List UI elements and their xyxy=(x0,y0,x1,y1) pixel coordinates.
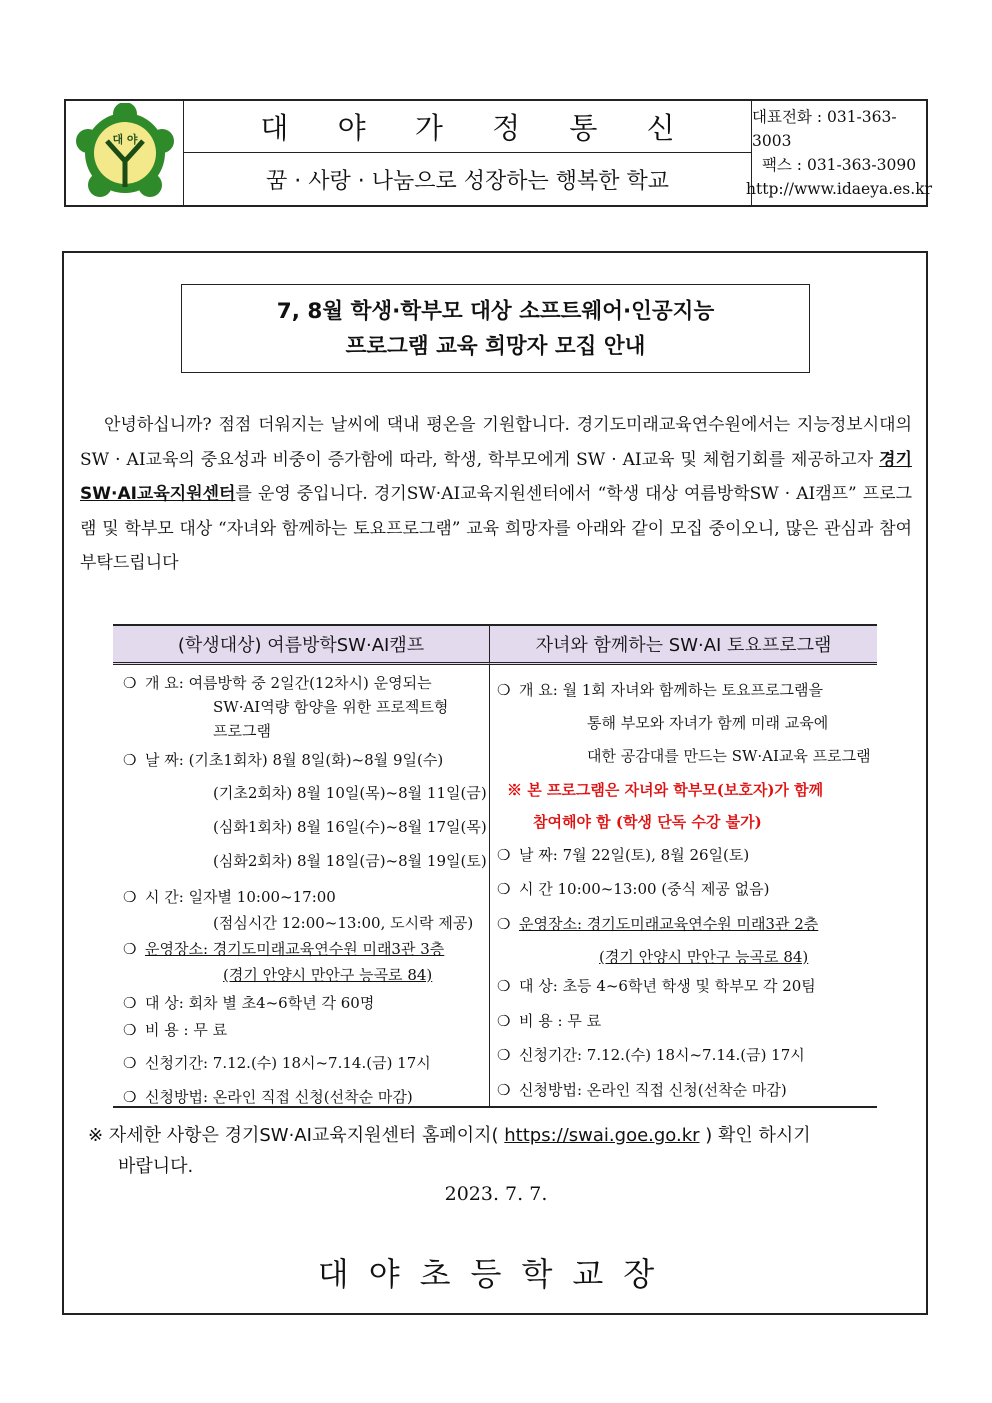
intro-text-1: 안녕하십니까? 점점 더워지는 날씨에 댁내 평온을 기원합니다. 경기도미래교육연수원에서는 지능정보시대의 SW · AI교육의 중요성과 비중이 증가함에 따라, 학생, 학부모에게 SW · AI교육 및 체험기회를 제공하고자 xyxy=(80,415,912,470)
left-overview-cont: 프로그램 xyxy=(213,722,271,740)
bullet-icon: ❍ xyxy=(497,1081,511,1099)
bullet-icon: ❍ xyxy=(497,915,511,933)
contact-info xyxy=(746,101,932,205)
bullet-icon: ❍ xyxy=(497,846,511,864)
left-column-header: (학생대상) 여름방학SW·AI캠프 xyxy=(113,624,489,665)
left-cost: ❍ 비 용 : 무 료 xyxy=(123,1021,228,1039)
school-logo xyxy=(70,103,180,203)
right-overview-cont: 대한 공감대를 만드는 SW·AI교육 프로그램 xyxy=(587,747,871,765)
bullet-icon: ❍ xyxy=(123,940,137,958)
right-red-note: ※ 본 프로그램은 자녀와 학부모(보호자)가 함께 xyxy=(507,781,824,799)
newsletter-title: 대 야 가 정 통 신 xyxy=(184,101,751,153)
footnote-line2: 바랍니다. xyxy=(118,1156,194,1177)
bullet-icon: ❍ xyxy=(123,1088,137,1106)
column-divider xyxy=(489,665,490,1108)
bullet-icon: ❍ xyxy=(123,674,137,692)
footnote-suffix: ) 확인 하시기 xyxy=(699,1125,811,1146)
footnote xyxy=(88,1120,912,1182)
footnote-prefix: ※ 자세한 사항은 경기SW·AI교육지원센터 홈페이지( xyxy=(88,1125,505,1146)
notice-title-box xyxy=(181,284,810,373)
logo-text: 대 야 xyxy=(112,133,138,146)
left-period: ❍ 신청기간: 7.12.(수) 18시~7.14.(금) 17시 xyxy=(123,1054,431,1072)
right-overview-cont: 통해 부모와 자녀가 함께 미래 교육에 xyxy=(587,714,829,732)
left-dates-cont: (심화2회차) 8월 18일(금)~8월 19일(토) xyxy=(213,852,487,870)
right-target: ❍ 대 상: 초등 4~6학년 학생 및 학부모 각 20팀 xyxy=(497,977,816,995)
left-target: ❍ 대 상: 회차 별 초4~6학년 각 60명 xyxy=(123,994,375,1012)
right-time: ❍ 시 간 10:00~13:00 (중식 제공 없음) xyxy=(497,880,770,898)
logo-cell xyxy=(66,101,184,205)
left-dates: ❍ 날 짜: (기초1회차) 8월 8일(화)~8월 9일(수) xyxy=(123,751,444,769)
center-name-highlight: 경기SW·AI교육지원센터 xyxy=(80,449,912,504)
right-cost: ❍ 비 용 : 무 료 xyxy=(497,1012,602,1030)
phone-number: 대표전화 : 031-363-3003 xyxy=(752,108,897,150)
right-period: ❍ 신청기간: 7.12.(수) 18시~7.14.(금) 17시 xyxy=(497,1046,805,1064)
left-overview-cont: SW·AI역량 함양을 위한 프로젝트형 xyxy=(213,698,449,716)
bullet-icon: ❍ xyxy=(123,751,137,769)
principal-signature: 대야초등학교장 xyxy=(317,1255,675,1293)
intro-paragraph xyxy=(80,408,912,581)
left-time: ❍ 시 간: 일자별 10:00~17:00 xyxy=(123,888,336,906)
left-time-cont: (점심시간 12:00~13:00, 도시락 제공) xyxy=(213,914,474,932)
bullet-icon: ❍ xyxy=(497,681,511,699)
intro-text-2: 를 운영 중입니다. 경기SW·AI교육지원센터에서 “학생 대상 여름방학SW · AI캠프” 프로그램 및 학부모 대상 “자녀와 함께하는 토요프로그램” 교육 희망자를 아래와 같이 모집 중이오니, 많은 관심과 참여 부탁드립니다 xyxy=(80,484,912,573)
right-venue: ❍ 운영장소: 경기도미래교육연수원 미래3관 2층 xyxy=(497,915,819,933)
notice-title-line1: 7, 8월 학생·학부모 대상 소프트웨어·인공지능 xyxy=(276,298,715,324)
bullet-icon: ❍ xyxy=(497,977,511,995)
bullet-icon: ❍ xyxy=(123,1021,137,1039)
right-method: ❍ 신청방법: 온라인 직접 신청(선착순 마감) xyxy=(497,1081,787,1099)
website-url[interactable]: http://www.idaeya.es.kr xyxy=(746,180,932,198)
right-overview: ❍ 개 요: 월 1회 자녀와 함께하는 토요프로그램을 xyxy=(497,681,824,699)
bullet-icon: ❍ xyxy=(123,1054,137,1072)
homepage-link[interactable]: https://swai.goe.go.kr xyxy=(504,1125,700,1146)
bullet-icon: ❍ xyxy=(497,880,511,898)
left-dates-cont: (심화1회차) 8월 16일(수)~8월 17일(목) xyxy=(213,818,487,836)
school-motto: 꿈 · 사랑 · 나눔으로 성장하는 행복한 학교 xyxy=(266,168,669,194)
program-table xyxy=(113,624,877,1108)
title-cell xyxy=(184,101,752,205)
right-red-note-cont: 참여해야 함 (학생 단독 수강 불가) xyxy=(533,813,762,831)
bullet-icon: ❍ xyxy=(123,888,137,906)
bullet-icon: ❍ xyxy=(123,994,137,1012)
right-venue-address: (경기 안양시 만안구 능곡로 84) xyxy=(599,948,809,966)
newsletter-header xyxy=(64,99,932,207)
right-dates: ❍ 날 짜: 7월 22일(토), 8월 26일(토) xyxy=(497,846,750,864)
fax-number: 팩스 : 031-363-3090 xyxy=(761,156,917,174)
bullet-icon: ❍ xyxy=(497,1012,511,1030)
notice-title-line2: 프로그램 교육 희망자 모집 안내 xyxy=(345,333,646,359)
letter-date: 2023. 7. 7. xyxy=(444,1183,548,1205)
left-overview: ❍ 개 요: 여름방학 중 2일간(12차시) 운영되는 xyxy=(123,674,432,692)
left-venue: ❍ 운영장소: 경기도미래교육연수원 미래3관 3층 xyxy=(123,940,445,958)
left-method: ❍ 신청방법: 온라인 직접 신청(선착순 마감) xyxy=(123,1088,413,1106)
right-column-header: 자녀와 함께하는 SW·AI 토요프로그램 xyxy=(489,624,877,665)
left-venue-address: (경기 안양시 만안구 능곡로 84) xyxy=(223,966,433,984)
bullet-icon: ❍ xyxy=(497,1046,511,1064)
left-dates-cont: (기초2회차) 8월 10일(목)~8월 11일(금) xyxy=(213,784,487,802)
